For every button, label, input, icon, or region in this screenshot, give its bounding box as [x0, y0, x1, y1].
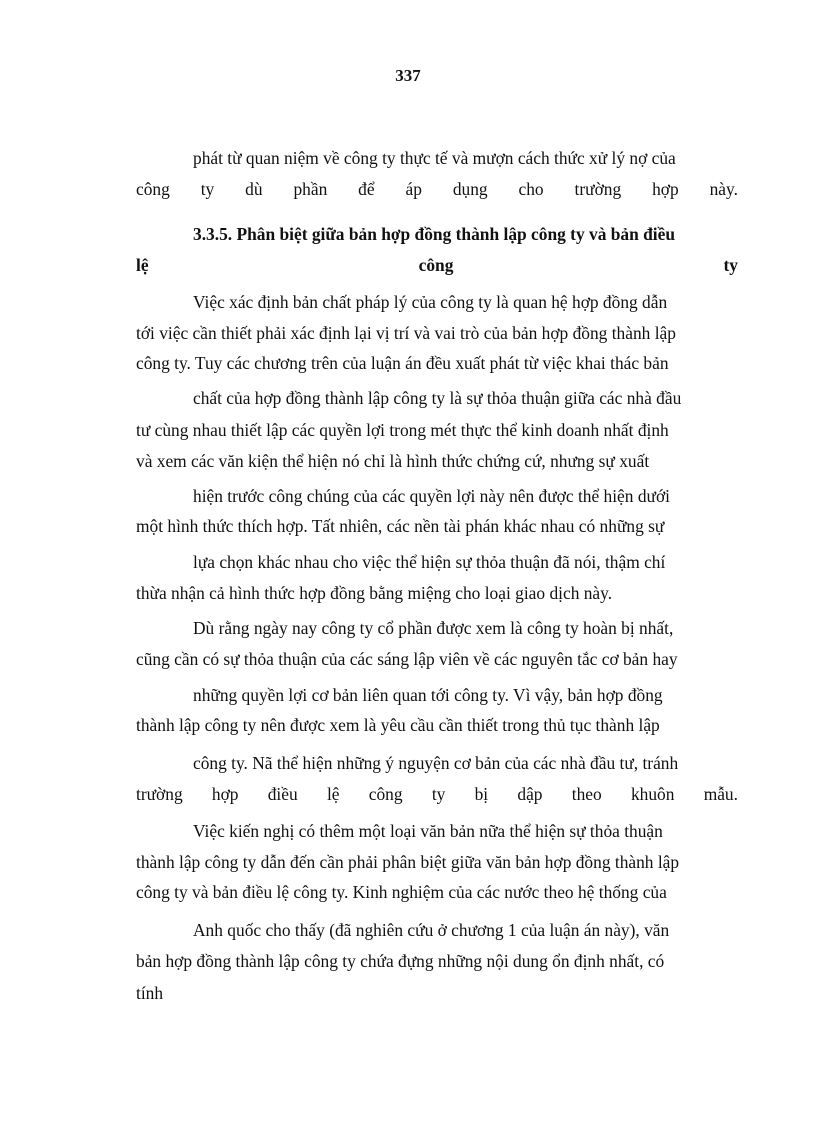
text-line-10: và xem các văn kiện thể hiện nó chỉ là hình thức chứng cứ, nhưng sự xuất: [136, 451, 650, 471]
text-line-24: Anh quốc cho thấy (đã nghiên cứu ở chương 1 của luận án này), văn: [193, 920, 670, 940]
text-line-11: hiện trước công chúng của các quyền lợi này nên được thể hiện dưới: [193, 486, 670, 506]
word: dập: [517, 784, 543, 804]
text-line-20: [136, 782, 738, 806]
word: hợp: [211, 784, 239, 804]
text-line-5: Việc xác định bản chất pháp lý của công ty là quan hệ hợp đồng dẫn: [193, 292, 668, 312]
text-line-7: công ty. Tuy các chương trên của luận án đều xuất phát từ việc khai thác bản: [136, 353, 669, 373]
word: theo: [571, 784, 602, 804]
word: ty: [200, 179, 215, 199]
word: dụng: [452, 179, 488, 199]
word: công: [136, 179, 170, 199]
text-line-23: công ty và bản điều lệ công ty. Kinh nghiệm của các nước theo hệ thống của: [136, 882, 667, 902]
text-line-12: một hình thức thích hợp. Tất nhiên, các nền tài phán khác nhau có những sự: [136, 516, 665, 536]
word: công: [368, 784, 403, 804]
text-line-17: những quyền lợi cơ bản liên quan tới công ty. Vì vậy, bản hợp đồng: [193, 685, 663, 705]
section-heading: 3.3.5. Phân biệt giữa bản hợp đồng thành lập công ty và bản điều: [193, 224, 676, 244]
word: ty: [723, 255, 738, 275]
word: này.: [709, 179, 738, 199]
text-line-9: tư cùng nhau thiết lập các quyền lợi trong mét thực thể kinh doanh nhất định: [136, 420, 669, 440]
text-line-2: [136, 177, 738, 201]
text-line-15: Dù rằng ngày nay công ty cổ phần được xem là công ty hoàn bị nhất,: [193, 618, 674, 638]
word: để: [358, 179, 375, 199]
word: phần: [293, 179, 328, 199]
text-line-14: thừa nhận cả hình thức hợp đồng bằng miệng cho loại giao dịch này.: [136, 583, 613, 603]
word: trường: [574, 179, 622, 199]
word: công: [418, 255, 454, 275]
page-number: 337: [395, 66, 421, 85]
text-line-16: cũng cần có sự thỏa thuận của các sáng lập viên về các nguyên tắc cơ bản hay: [136, 649, 678, 669]
text-line-26: tính: [136, 983, 164, 1003]
text-line-13: lựa chọn khác nhau cho việc thể hiện sự thỏa thuận đã nói, thậm chí: [193, 552, 666, 572]
word: lệ: [326, 784, 340, 804]
word: mẫu.: [703, 784, 738, 804]
word: hợp: [652, 179, 679, 199]
word: dù: [245, 179, 263, 199]
word: khuôn: [630, 784, 675, 804]
section-heading-continued: [136, 253, 738, 277]
word: trường: [136, 784, 183, 804]
text-line-1: phát từ quan niệm về công ty thực tế và mượn cách thức xử lý nợ của: [193, 148, 676, 168]
word: áp: [405, 179, 422, 199]
text-line-22: thành lập công ty dẫn đến cần phải phân biệt giữa văn bản hợp đồng thành lập: [136, 852, 680, 872]
text-line-18: thành lập công ty nên được xem là yêu cầu cần thiết trong thủ tục thành lập: [136, 715, 660, 735]
word: cho: [518, 179, 544, 199]
text-line-6: tới việc cần thiết phải xác định lại vị trí và vai trò của bản hợp đồng thành lập: [136, 323, 676, 343]
word: lệ: [136, 255, 149, 275]
text-line-21: Việc kiến nghị có thêm một loại văn bản nữa thể hiện sự thỏa thuận: [193, 821, 663, 841]
word: ty: [431, 784, 446, 804]
text-line-25: bản hợp đồng thành lập công ty chứa đựng những nội dung ổn định nhất, có: [136, 951, 665, 971]
word: điều: [267, 784, 298, 804]
word: bị: [474, 784, 489, 804]
text-line-8: chất của hợp đồng thành lập công ty là sự thỏa thuận giữa các nhà đầu: [193, 388, 682, 408]
text-line-19: công ty. Nã thể hiện những ý nguyện cơ bản của các nhà đầu tư, tránh: [193, 753, 679, 773]
